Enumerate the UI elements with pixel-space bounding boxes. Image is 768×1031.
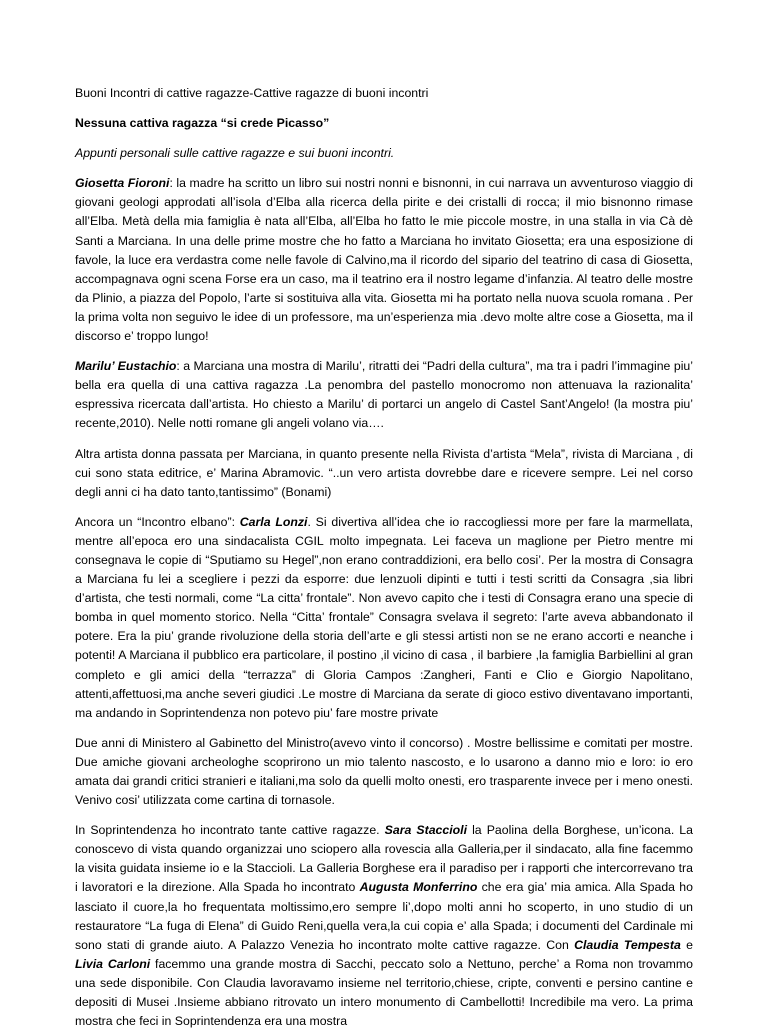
document-note: Appunti personali sulle cattive ragazze e sui buoni incontri. <box>75 146 395 161</box>
document-title: Buoni Incontri di cattive ragazze-Cattive ragazze di buoni incontri <box>75 86 429 100</box>
paragraph-carla-lonzi <box>75 513 693 723</box>
paragraph-text: che era gia’ mia amica. Alla Spada ho lasciato il cuore,la ho frequentata moltissimo,ero sempre li’,dopo molti anni ho scoperto, in uno studio di un restauratore “La fuga di Elena” di Guido Reni,quella vera,la cui copia e’ alla Spada; i documenti del Cardinale mi sono stati di grande aiuto. A Palazzo Venezia ho incontrato molte cattive ragazze. Con <box>75 880 693 952</box>
paragraph-text: e <box>680 937 693 952</box>
paragraph-soprintendenza <box>75 821 693 1031</box>
paragraph-text: : a Marciana una mostra di Marilu’, ritratti dei “Padri della cultura”, ma tra i padri l’immagine piu’ bella era quella di una cattiva ragazza .La penombra del pastello monocromo non attenuava la razionalita’ espressiva ricercata dall’artista. Ho chiesto a Marilu’ di portarci un angelo di Castel Sant’Angelo! (la mostra piu’ recente,2010). Nelle notti romane gli angeli volano via…. <box>75 359 693 431</box>
paragraph-text: : la madre ha scritto un libro sui nostri nonni e bisnonni, in cui narrava un avventuroso viaggio di giovani geologi approdati all’isola d’Elba alla ricerca della pirite e dei cristalli di rocca; il mio bisnonno rimase all’Elba. Metà della mia famiglia è nata all’Elba, all’Elba ho fatto le mie piccole mostre, in una stalla in via Cà dè Santi a Marciana. In una delle prime mostre che ho fatto a Marciana ho invitato Giosetta; era una esposizione di favole, la luce era verdastra come nelle favole di Calvino,ma il ricordo del sipario del teatrino di casa di Giosetta, accompagnava ogni scena Forse era un caso, ma il teatrino era il nostro legame d’infanzia. Al teatro delle mostre da Plinio, a piazza del Popolo, l’arte si sostituiva alla vita. Giosetta mi ha portato nella nuova scuola romana . Per la prima volta non seguivo le idee di un professore, ma un’esperienza mia .devo molte altre cose a Giosetta, ma il discorso e’ troppo lungo! <box>75 176 694 344</box>
person-name: Marilu’ Eustachio <box>75 359 177 374</box>
document-page <box>75 84 693 1031</box>
paragraph-text: Ancora un “Incontro elbano”: <box>75 514 240 529</box>
person-name: Carla Lonzi <box>239 514 308 529</box>
person-name: Giosetta Fioroni <box>75 176 170 191</box>
document-subtitle: Nessuna cattiva ragazza “si crede Picasso” <box>75 116 330 131</box>
person-name: Livia Carloni <box>75 956 151 971</box>
paragraph-ministero: Due anni di Ministero al Gabinetto del Ministro(avevo vinto il concorso) . Mostre bellissime e comitati per mostre. Due amiche giovani archeologhe scoprirono un mio talento nascosto, e lo usarono a danno mio e loro: io ero amata dai grandi critici stranieri e italiani,ma solo da quelli molto onesti, ero trasparente invece per i meno onesti. Venivo cosi’ utilizzata come cartina di tornasole. <box>75 735 693 808</box>
paragraph-marilu-eustachio <box>75 357 693 433</box>
person-name: Sara Staccioli <box>384 823 467 838</box>
paragraph-giosetta-fioroni <box>75 174 693 346</box>
paragraph-marina-abramovic: Altra artista donna passata per Marciana, in quanto presente nella Rivista d’artista “Mela”, rivista di Marciana , di cui sono stata editrice, e’ Marina Abramovic. “..un vero artista dovrebbe dare e ricevere sempre. Lei nel corso degli anni ci ha dato tanto,tantissimo” (Bonami) <box>75 446 693 499</box>
paragraph-text: facemmo una grande mostra di Sacchi, peccato solo a Nettuno, perche’ a Roma non trovammo una sede disponibile. Con Claudia lavoravamo insieme nel territorio,chiese, cripte, conventi e persino cantine e depositi di Musei .Insieme abbiano ritrovato un intero monumento di Cambellotti! Incredibile ma vero. La prima mostra che feci in Soprintendenza era una mostra <box>75 956 693 1029</box>
paragraph-text: In Soprintendenza ho incontrato tante cattive ragazze. <box>75 823 385 838</box>
person-name: Augusta Monferrino <box>359 880 478 895</box>
person-name: Claudia Tempesta <box>574 937 681 952</box>
paragraph-text: . Si divertiva all’idea che io raccogliessi more per fare la marmellata, mentre all’epoca ero una sindacalista CGIL molto impegnata. Lei faceva un maglione per Pietro mentre mi consegnava le copie di “Sputiamo su Hegel”,non erano contraddizioni, era bello cosi’. Per la mostra di Consagra a Marciana fu lei a scegliere i pezzi da esporre: due lenzuoli dipinti e tutti i testi scritti da Consagra ,sia libri d’artista, che testi normali, come “La citta’ frontale”. Non avevo capito che i testi di Consagra erano una specie di bomba in quel momento storico. Nella “Citta’ frontale” Consagra svelava il segreto: l’arte aveva abbandonato il potere. Era la piu’ grande rivoluzione della storia dell’arte e gli stessi artisti non se ne erano accorti e neanche i potenti! A Marciana il pubblico era particolare, il postino ,il vicino di casa , il barbiere ,la famiglia Barbiellini al gran completo e gli amici della “terrazza” di Gloria Campos :Zangheri, Fanti e Clio e Giorgio Napolitano, attenti,affettuosi,ma anche severi giudici .Le mostre di Marciana da serate di gioco estivo diventavano importanti, ma andando in Soprintendenza non potevo piu’ fare mostre private <box>75 514 693 720</box>
paragraph-text: la Paolina della Borghese, un’icona. La conoscevo di vista quando organizzai uno sciopero alla rovescia alla Galleria,per il sindacato, alla fine facemmo la visita guidata insieme io e la Staccioli. La Galleria Borghese era il paradiso per i rapporti che intercorrevano tra i lavoratori e la direzione. Alla Spada ho incontrato <box>75 823 693 895</box>
